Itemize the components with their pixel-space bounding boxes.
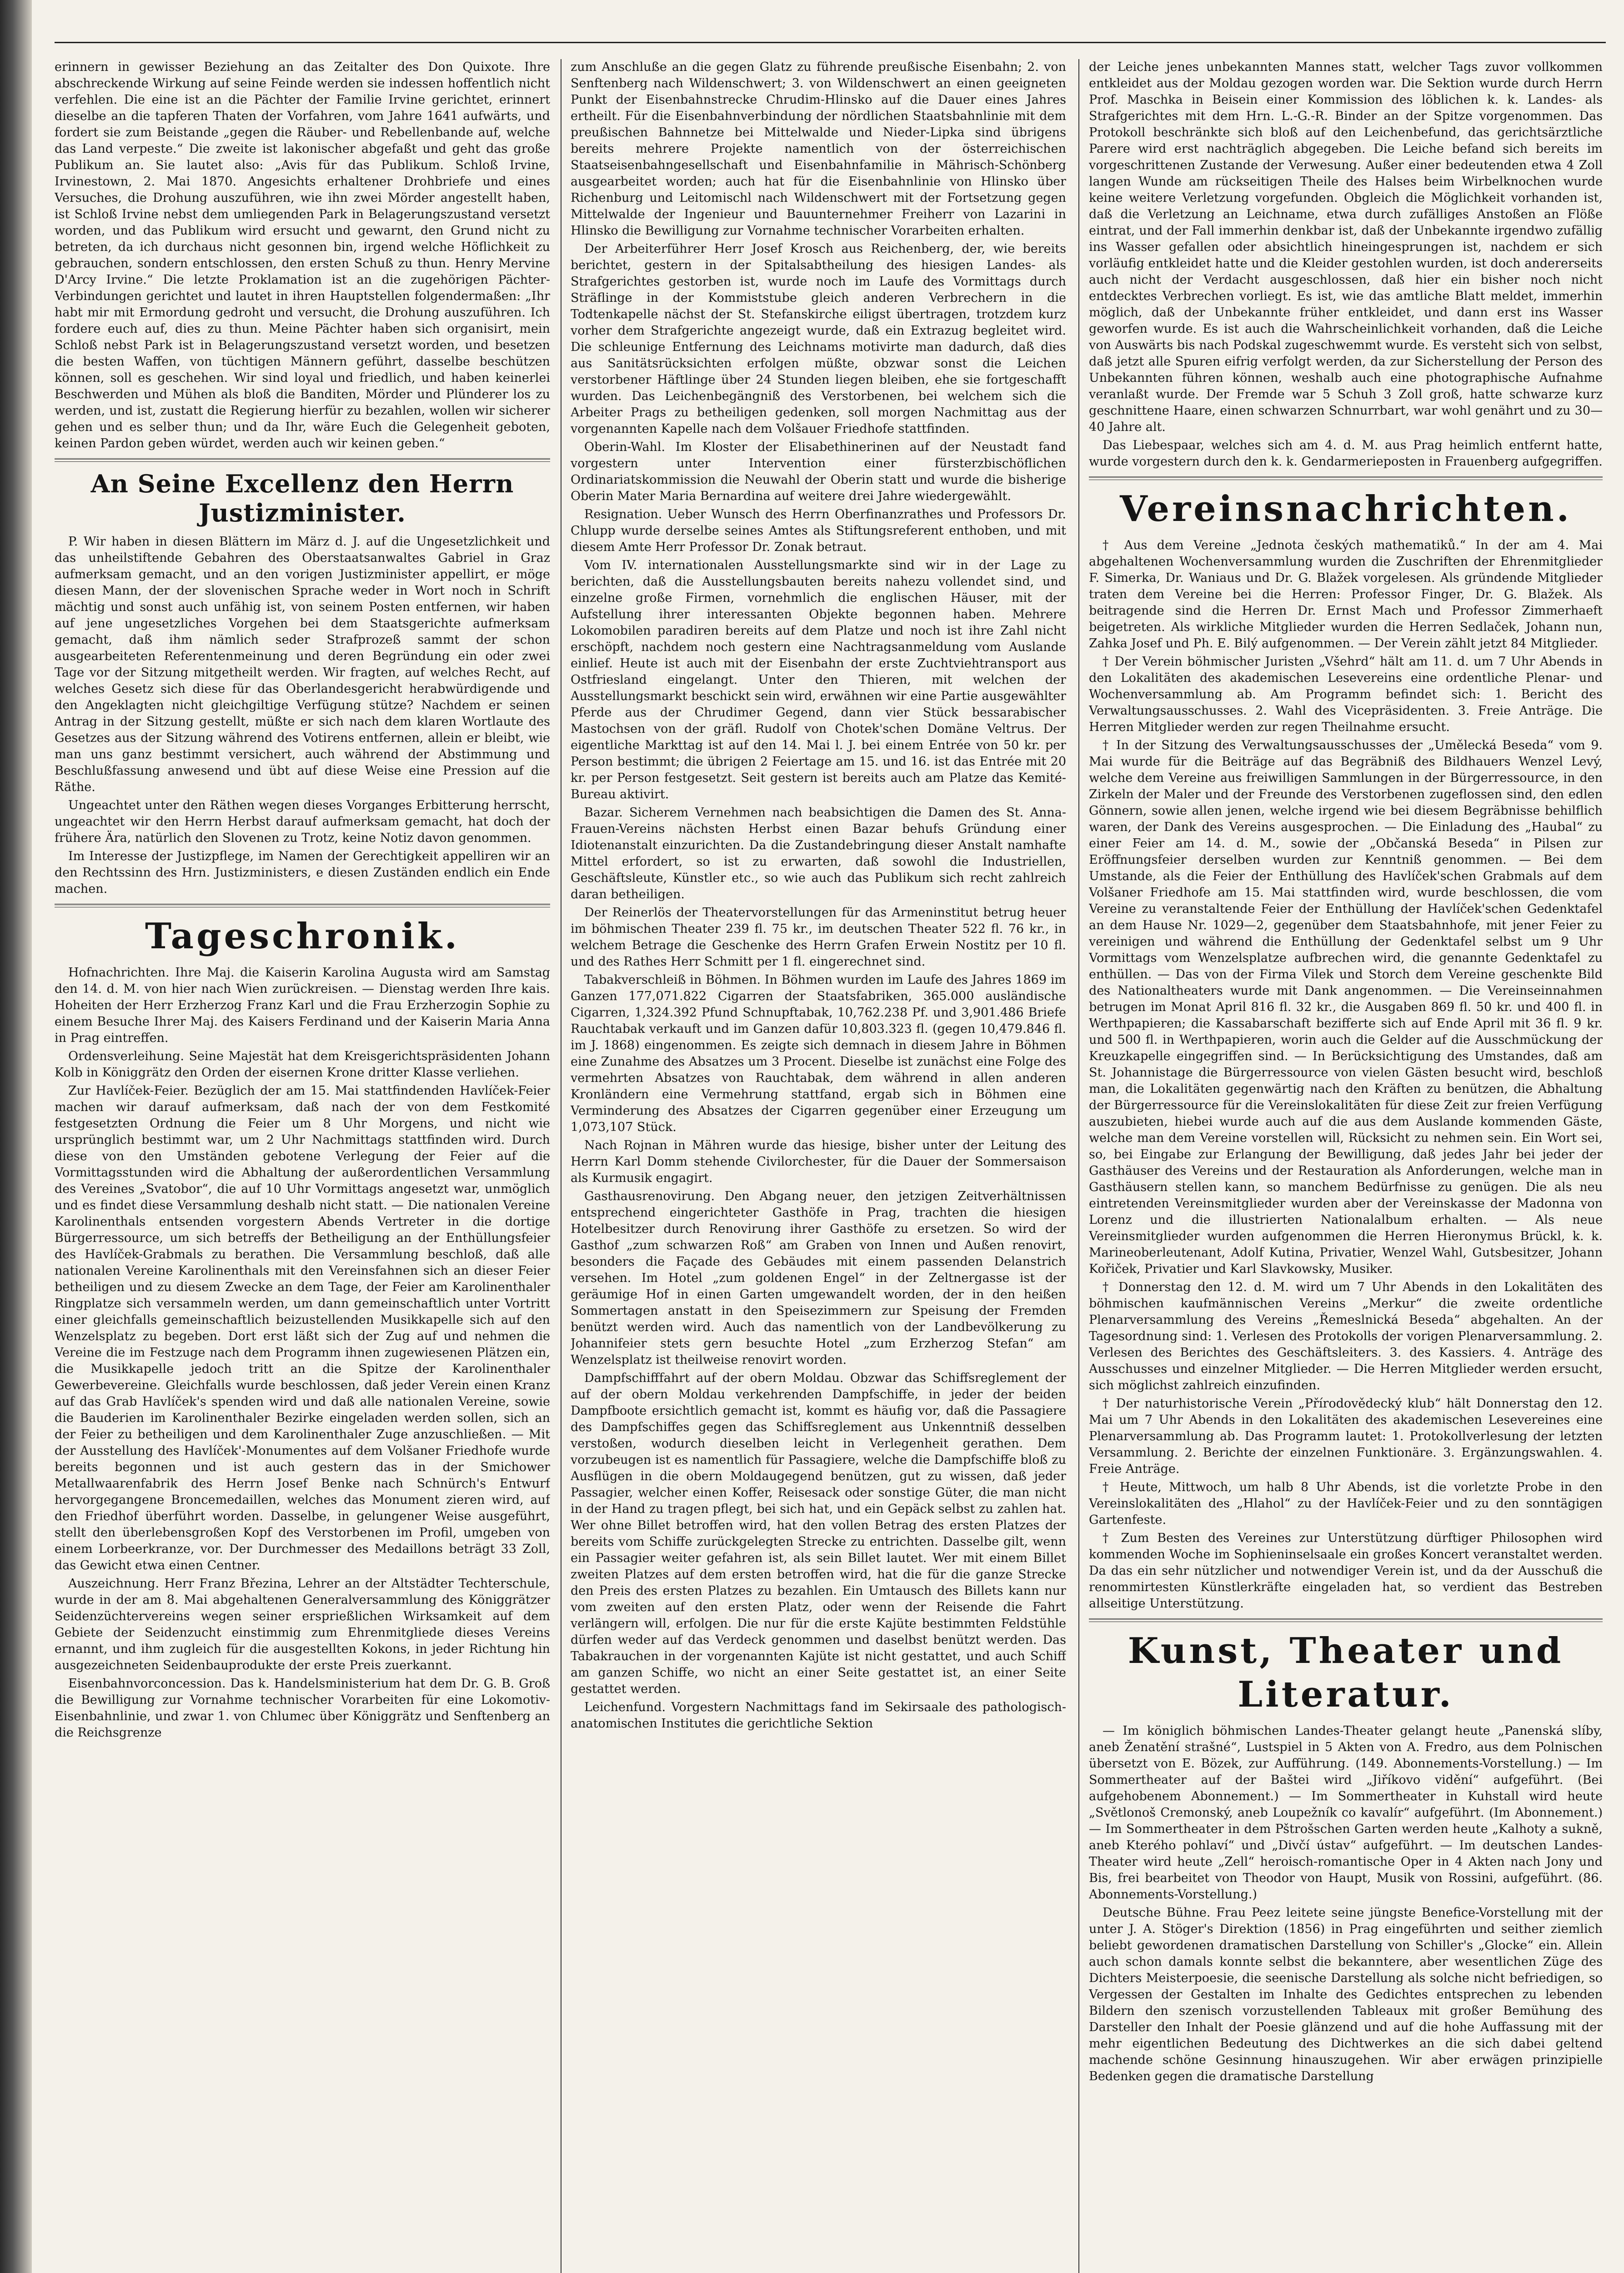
news-dampfschifffahrt: Dampfschifffahrt auf der obern Moldau. Obzwar das Schiffsreglement der auf der obern Moldau verkehrenden Dampfschiffe, in jeder der beiden Dampfboote ersichtlich gemacht ist, kommt es häufig vor, daß die Passagiere des Dampfschiffes gegen das Schiffsreglement aus Unkenntniß desselben verstoßen, wodurch dieselben leicht in Verlegenheit gerathen. Dem vorzubeugen ist es namentlich für Passagiere, welche die Dampfschiffe bloß zu Ausflügen in die obern Moldaugegend benützen, gut zu wissen, daß jeder Passagier, welcher einen Koffer, Reisesack oder sonstige Güter, die man nicht in der Hand zu tragen pflegt, bei sich hat, und ein Gepäck selbst zu zahlen hat. Wer ohne Billet betroffen wird, hat den vollen Betrag des ersten Platzes der bereits vom Schiffe zurückgelegten Strecke zu entrichten. Dasselbe gilt, wenn ein Passagier weiter gefahren ist, als sein Billet lautet. Wer mit einem Billet zweiten Platzes auf dem ersten betroffen wird, hat die für die ganze Strecke den Preis des ersten Platzes zu bezahlen. Ein Umtausch des Billets kann nur vom zweiten auf den ersten Platz, oder wenn der Reisende die Fahrt verlängern will, erfolgen. Die nur für die erste Kajüte bestimmten Feldstühle dürfen weder auf das Verdeck genommen und daselbst benützt werden. Das Tabakrauchen in der vorgenannten Kajüte ist nicht gestattet, und auch Schiff am ganzen Schiffe, wo nicht an einer Seite gestattet ist, an einer Seite gestattet werden.: [571, 1371, 1066, 1696]
news-ausstellungsmarkt: Vom IV. internationalen Ausstellungsmarkte sind wir in der Lage zu berichten, daß die Ausstellungsbauten bereits nahezu vollendet sind, und einzelne große Firmen, vornehmlich die englischen Häuser, mit der Aufstellung ihrer interessanten Objekte begonnen haben. Mehrere Lokomobilen paradiren bereits auf dem Platze und noch ist ihre Zahl nicht erschöpft, nachdem noch gestern eine Nachtragsanmeldung vom Auslande einlief. Heute ist auch mit der Eisenbahn der erste Zuchtviehtransport aus Ostfriesland eingelangt. Unter den Thieren, mit welchen der Ausstellungsmarkt beschickt sein wird, erwähnen wir eine Partie ausgewählter Pferde aus der Chrudimer Gegend, dann vier Stück bessarabischer Mastochsen von der gräfl. Rudolf von Chotek'schen Domäne Veltrus. Der eigentliche Markttag ist auf den 14. Mai l. J. bei einem Entrée von 50 kr. per Person bestimmt; die übrigen 2 Feiertage am 15. und 16. ist das Entrée mit 20 kr. per Person festgesetzt. Seit gestern ist bereits auch am Platze das Kemité-Bureau aktivirt.: [571, 558, 1066, 801]
verein-item-2: † Der Verein böhmischer Juristen „Všehrd“ hält am 11. d. um 7 Uhr Abends in den Lokalitäten des akademischen Lesevereins eine ordentliche Plenar- und Wochenversammlung ab. Am Programm befindet sich: 1. Bericht des Verwaltungsausschusses. 2. Wahl des Vicepräsidenten. 3. Freie Anträge. Die Herren Mitglieder werden zur regen Theilnahme ersucht.: [1089, 655, 1603, 734]
column-3: [1089, 59, 1603, 2273]
leichenfund-continuation: der Leiche jenes unbekannten Mannes statt, welcher Tags zuvor vollkommen entkleidet aus der Moldau gezogen worden war. Die Sektion wurde durch Herrn Prof. Maschka in Beisein einer Kommission des löblichen k. k. Landes- als Strafgerichtes mit dem Hrn. L.-G.-R. Binder an der Spitze vorgenommen. Das Protokoll beschränkte sich bloß auf den Leichenbefund, das gerichtsärztliche Parere wird erst nachträglich abgegeben. Die Leiche befand sich bereits im vorgeschrittenen Zustande der Verwesung. Außer einer bedeutenden etwa 4 Zoll langen Wunde am rückseitigen Theile des Halses beim Wirbelknochen wurde keine weitere Verletzung vorgefunden. Obgleich die Möglichkeit vorhanden ist, daß die Verletzung an Leichname, etwa durch zufälliges Anstoßen an Flöße eintrat, und der Fall immerhin denkbar ist, daß der Unbekannte irgendwo zufällig ins Wasser gefallen oder absichtlich hineingesprungen ist, nachdem er sich vorläufig entkleidet hatte und die Kleider gestohlen wurden, ist doch andererseits auch nicht der Verdacht ausgeschlossen, daß hier ein bisher noch nicht entdecktes Verbrechen vorliegt. Es ist, wie das amtliche Blatt meldet, immerhin möglich, daß der Unbekannte früher entkleidet, und dann erst ins Wasser geworfen wurde. Es ist auch die Wahrscheinlichkeit vorhanden, daß die Leiche von Auswärts bis nach Podskal zugeschwemmt wurde. Es versteht sich von selbst, daß jetzt alle Spuren eifrig verfolgt werden, da zur Sicherstellung der Person des Unbekannten führen können, weshalb auch eine photographische Aufnahme veranlaßt wurde. Der Fremde war 5 Schuh 3 Zoll groß, hatte schwarze kurz geschnittene Haare, einen schwarzen Schnurrbart, war wohl genährt und zu 30—40 Jahre alt.: [1089, 60, 1603, 434]
section-separator: [1089, 476, 1603, 480]
news-ordensverleihung: Ordensverleihung. Seine Majestät hat dem Kreisgerichtspräsidenten Johann Kolb in Königgrätz den Orden der eisernen Krone dritter Klasse verliehen.: [55, 1049, 550, 1080]
section-separator: [55, 904, 550, 907]
vereinsnachrichten-heading: Vereinsnachrichten.: [1120, 488, 1572, 530]
news-oberin-wahl: Oberin-Wahl. Im Kloster der Elisabethinerinen auf der Neustadt fand vorgestern unter Intervention einer fürsterzbischöflichen Ordinariatskommission die Neuwahl der Oberin statt und wurde die bisherige Oberin Mater Maria Bernardina auf weitere drei Jahre wiedergewählt.: [571, 440, 1066, 503]
news-gasthaus: Gasthausrenovirung. Den Abgang neuer, den jetzigen Zeitverhältnissen entsprechend eingerichteter Gasthöfe in Prag, trachten die hiesigen Hotelbesitzer durch Renovirung ihrer Gasthöfe zu ersetzen. So wird der Gasthof „zum schwarzen Roß“ am Graben von Innen und Außen renovirt, besonders die Façade des Gebäudes mit einem passenden Delanstrich versehen. Im Hotel „zum goldenen Engel“ in der Zeltnergasse ist der geräumige Hof in einen Garten umgewandelt worden, der in den heißen Sommertagen anstatt in den Speisezimmern zur Speisung der Fremden benützt werden wird. Auch das namentlich von der Landbevölkerung zu Johannifeier stets gern besuchte Hotel „zum Erzherzog Stefan“ am Wenzelsplatz ist theilweise renovirt worden.: [571, 1189, 1066, 1367]
justiz-paragraph-3: Im Interesse der Justizpflege, im Namen der Gerechtigkeit appelliren wir an den Rechtssinn des Hrn. Justizministers, e diesen Zuständen endlich ein Ende machen.: [55, 849, 550, 896]
news-hofnachrichten: Hofnachrichten. Ihre Maj. die Kaiserin Karolina Augusta wird am Samstag den 14. d. M. von hier nach Wien zurückreisen. — Dienstag werden Ihre kais. Hoheiten der Herr Erzherzog Franz Karl und die Frau Erzherzogin Sophie zu einem Besuche Ihrer Maj. des Kaisers Ferdinand und der Kaiserin Maria Anna in Prag eintreffen.: [55, 966, 550, 1045]
news-reinerlos: Der Reinerlös der Theatervorstellungen für das Armeninstitut betrug heuer im böhmischen Theater 239 fl. 75 kr., im deutschen Theater 522 fl. 76 kr., in welchem Betrage die Geschenke des Herrn Grafen Erwein Nostitz per 10 fl. und des Rathes Herr Schmitt per 1 fl. eingerechnet sind.: [571, 906, 1066, 969]
verein-item-5: † Der naturhistorische Verein „Přírodovědecký klub“ hält Donnerstag den 12. Mai um 7 Uhr Abends in den Lokalitäten des akademischen Lesevereines eine Plenarversammlung ab. Das Programm lautet: 1. Protokollverlesung der letzten Versammlung. 2. Berichte der einzelnen Funktionäre. 3. Ergänzungswahlen. 4. Freie Anträge.: [1089, 1397, 1603, 1476]
verein-item-7: † Zum Besten des Vereines zur Unterstützung dürftiger Philosophen wird kommenden Woche im Sophieninselsaale ein großes Koncert veranstaltet werden. Da das ein sehr nützlicher und notwendiger Verein ist, und da der Ausschuß die renommirtesten Künstlerkräfte eingeladen hat, so verdient das Bestreben allseitige Unterstützung.: [1089, 1531, 1603, 1611]
news-leichenfund: Leichenfund. Vorgestern Nachmittags fand im Sekirsaale des pathologisch-anatomischen Institutes die gerichtliche Sektion: [571, 1700, 1066, 1731]
verein-item-1: † Aus dem Vereine „Jednota českých mathematiků.“ In der am 4. Mai abgehaltenen Wochenversammlung wurden die Zuschriften der Ehrenmitglieder F. Simerka, Dr. Waniaus und Dr. G. Blažek vorgelesen. Als gründende Mitglieder traten dem Vereine bei die Herren: Professor Finger, Dr. G. Blažek. Als beitragende sind die Herren Dr. Ernst Mach und Professor Zimmerhaeft beigetreten. Als wirkliche Mitglieder wurden die Herren Sedlaček, Johann nun, Zahka Josef und Ph. E. Bilý aufgenommen. — Der Verein zählt jetzt 84 Mitglieder.: [1089, 538, 1603, 651]
verein-item-3: † In der Sitzung des Verwaltungsausschusses der „Umělecká Beseda“ vom 9. Mai wurde für die Beiträge auf das Begräbniß des Bildhauers Wenzel Levý, welche dem Vereine aus freiwilligen Sammlungen in der Bürgerressource, in den Zirkeln der Maler und der Freunde des Verstorbenen zugeflossen sind, den edlen Gönnern, sowie allen jenen, welche irgend wie bei diesem Begräbnisse behilflich waren, der Dank des Vereins ausgesprochen. — Die Einladung des „Haubal“ zu einer Feier am 14. d. M., sowie der „Občanská Beseda“ in Pilsen zur Eröffnungsfeier derselben wurden zur Kenntniß genommen. — Bei dem Umstande, als die Feier der Enthüllung des Havlíček'schen Grabmals auf dem Volšaner Friedhofe am 15. Mai stattfinden wird, wurde beschlossen, die vom Vereine zu veranstaltende Feier der Enthüllung der Havlíček'schen Gedenktafel an dem Hause Nr. 1029—2, gegenüber dem Staatsbahnhofe, mit jener Feier zu vereinigen und während die Enthüllung der Gedenktafel selbst um 9 Uhr Vormittags vom Wenzelsplatze aufbrechen wird, die genannte Gedenktafel zu enthüllen. — Das von der Firma Vilek und Storch dem Vereine geschenkte Bild des Nationaltheaters wurde mit Dank angenommen. — Die Vereinseinnahmen betrugen im Monat April 816 fl. 32 kr., die Ausgaben 869 fl. 50 kr. und 400 fl. in Werthpapieren; die Kassabarschaft bezifferte sich auf Ende April mit 36 fl. 9 kr. und 500 fl. in Werthpapieren, worin auch die Gelder auf die Ausschmückung der Kreuzkapelle eingegriffen sind. — In Berücksichtigung des Umstandes, daß am St. Johannistage die Bürgerressource von vielen Gästen besucht wird, beschloß man, die Lokalitäten gegenwärtig nach den Kräften zu benützen, die Abhaltung der Bürgerressource für die Vereinslokalitäten für diese Zeit zur freien Verfügung auszubieten, hiebei wurde auch auf die aus dem Auslande kommenden Gäste, welche man dem Vereine vorstellen will, Rücksicht zu nehmen sein. Ein Wort sei, so, bei Eingabe zur Erlangung der Bewilligung, daß jedes Jahr bei jeder der Gasthäuser des Vereins und der Restauration als Anforderungen, welche man in Gasthäusern stellen kann, so manchem Bedürfnisse zu genügen. Die als neu eintretenden Vereinsmitglieder wurden aber der Vereinskasse der Madonna von Lorenz und die illustrierten Nationalalbum erhalten. — Als neue Vereinsmitglieder wurden aufgenommen die Herren Hieronymus Brückl, k. k. Marineoberleutenant, Adolf Kutina, Privatier, Wenzel Wahl, Gutsbesitzer, Johann Kořiček, Privatier und Karl Slavkowsky, Musiker.: [1089, 738, 1603, 1276]
section-separator: [1089, 1618, 1603, 1622]
news-havlicek-feier: Zur Havlíček-Feier. Bezüglich der am 15. Mai stattfindenden Havlíček-Feier machen wir darauf aufmerksam, daß nach der von dem Festkomité festgesetzten Ordnung die Feier um 8 Uhr Morgens, und nicht wie ursprünglich bestimmt war, um 2 Uhr Nachmittags stattfinden wird. Durch diese von den Umständen gebotene Verlegung der Feier auf die Vormittagsstunden wird die Abhaltung der außerordentlichen Versammlung des Vereines „Svatobor“, die auf 10 Uhr Vormittags angesetzt war, unmöglich und es findet diese Versammlung deshalb nicht statt. — Die nationalen Vereine Karolinenthals entsenden vorgestern Abends Vertreter in die dortige Bürgerressource, um sich betreffs der Betheiligung an der Enthüllungsfeier des Havlíček-Grabmals zu berathen. Die Versammlung beschloß, daß alle nationalen Vereine Karolinenthals mit den Vereinsfahnen sich an dieser Feier betheiligen und zu diesem Zwecke an dem Tage, der Feier am Karolinenthaler Ringplatze sich versammeln werden, um dann gemeinschaftlich unter Vortritt einer gleichfalls gemeinschaftlich beizustellenden Musikkapelle sich auf den Wenzelsplatz zu begeben. Dort erst läßt sich der Zug auf und nehmen die Vereine die im Festzuge nach dem Programm ihnen zugewiesenen Plätzen ein, die Musikkapelle jedoch tritt an die Spitze der Karolinenthaler Gewerbevereine. Gleichfalls wurde beschlossen, daß jeder Verein einen Kranz auf das Grab Havlíček's spenden wird und daß alle nationalen Vereine, sowie die Bauderien im Karolinenthaler Bezirke eingeladen werden sollen, sich an der Feier zu betheiligen und dem Karolinenthaler Zuge anzuschließen. — Mit der Ausstellung des Havlíček'-Monumentes auf dem Volšaner Friedhofe wurde bereits begonnen und ist auch gestern das in der Smichower Metallwaarenfabrik des Herrn Josef Benke nach Schnürch's Entwurf hervorgegangene Broncemedaillen, welches das Monument zieren wird, auf den Friedhof überführt worden. Dasselbe, in gelungener Weise ausgeführt, stellt den überlebensgroßen Kopf des Verstorbenen im Profil, umgeben von einem Lorbeerkranze, vor. Der Durchmesser des Medaillons beträgt 33 Zoll, das Gewicht etwa einen Centner.: [55, 1084, 550, 1572]
section-separator: [55, 458, 550, 462]
kunst-item-deutsche-buehne: Deutsche Bühne. Frau Peez leitete seine jüngste Benefice-Vorstellung mit der unter J. A. Stöger's Direktion (1856) in Prag eingeführten und seither ziemlich beliebt gewordenen dramatischen Darstellung von Schiller's „Glocke“ ein. Allein auch schon damals konnte selbst die bekanntere, aber wesentlichen Züge des Dichters Meisterpoesie, die seenische Darstellung als solche nicht befriedigen, so Vergessen der Gestalten im Inhalte des Gedichtes entsprechen zu lebenden Bildern den szenisch vorzustellenden Tableaux mit großer Bemühung des Darsteller den Inhalt der Poesie glänzend und auf die hohe Auffassung mit der mehr eigentlichen Bedeutung des Dichtwerkes an die sich dabei geltend machende schöne Gesinnung hinauszugehen. Wir aber erwägen prinzipielle Bedenken gegen die dramatische Darstellung: [1089, 1906, 1603, 2083]
column-2: [571, 59, 1066, 2273]
verein-item-6: † Heute, Mittwoch, um halb 8 Uhr Abends, ist die vorletzte Probe in den Vereinslokalitäten des „Hlahol“ zu der Havlíček-Feier und zu den sonntägigen Gartenfeste.: [1089, 1480, 1603, 1527]
scan-edge: [0, 0, 32, 2273]
top-rule: [55, 42, 1606, 43]
news-krosch: Der Arbeiterführer Herr Josef Krosch aus Reichenberg, der, wie bereits berichtet, gestern in der Spitalsabtheilung des hiesigen Landes- als Strafgerichtes gestorben ist, wurde noch im Laufe des Vormittags durch Sträflinge in der Kommiststube gleich anderen Verbrechern in die Todtenkapelle nächst der St. Stefanskirche eiligst übertragen, trotzdem kurz vorher dem Strafgerichte angezeigt wurde, daß ein Extrazug begleitet wird. Die schleunige Entfernung des Leichnams motivirte man dadurch, daß dies aus Sanitätsrücksichten erfolgen müßte, obzwar sonst die Leichen verstorbener Häftlinge über 24 Stunden liegen bleiben, ehe sie fortgeschafft wurden. Das Leichenbegängniß des Verstorbenen, bei welchem sich die Arbeiter Prags zu betheiligen gedenken, soll morgen Nachmittag aus der vorgenannten Kapelle nach dem Volšauer Friedhofe stattfinden.: [571, 242, 1066, 436]
news-liebespaar: Das Liebespaar, welches sich am 4. d. M. aus Prag heimlich entfernt hatte, wurde vorgestern durch den k. k. Gendarmerieposten in Frauenberg aufgegriffen.: [1089, 438, 1603, 469]
eisenbahn-continuation: zum Anschluße an die gegen Glatz zu führende preußische Eisenbahn; 2. von Senftenberg nach Wildenschwert; 3. von Wildenschwert an einen geeigneten Punkt der Eisenbahnstrecke Chrudim-Hlinsko auf die Dauer eines Jahres ertheilt. Für die Eisenbahnverbindung der nördlichen Staatsbahnlinie mit dem preußischen Bahnnetze bei Mittelwalde und Nieder-Lipka sind übrigens bereits mehrere Projekte namentlich von der österreichischen Staatseisenbahngesellschaft und Eisenbahnfamilie in Mährisch-Schönberg ausgearbeitet worden; auch hat für die Eisenbahnlinie von Hlinsko über Richenburg und Leitomischl nach Wildenschwert mit der Fortsetzung gegen Mittelwalde der Ingenieur und Bauunternehmer Freiherr von Lazarini in Hlinsko die Bewilligung zur Vornahme technischer Vorarbeiten erhalten.: [571, 60, 1066, 238]
justiz-paragraph-2: Ungeachtet unter den Räthen wegen dieses Vorganges Erbitterung herrscht, ungeachtet wir den Herrn Herbst darauf aufmerksam gemacht, hat doch der frühere Ära, natürlich den Slovenen zu Trotz, keine Notiz davon genommen.: [55, 798, 550, 845]
kunst-heading: Kunst, Theater und Literatur.: [1128, 1630, 1564, 1715]
news-rojnan: Nach Rojnan in Mähren wurde das hiesige, bisher unter der Leitung des Herrn Karl Domm stehende Civilorchester, für die Dauer der Sommersaison als Kurmusik engagirt.: [571, 1138, 1066, 1185]
news-resignation: Resignation. Ueber Wunsch des Herrn Oberfinanzrathes und Professors Dr. Chlupp wurde derselbe seines Amtes als Stiftungsreferent enthoben, und mit diesem Amte Herr Professor Dr. Zonak betraut.: [571, 507, 1066, 554]
news-auszeichnung: Auszeichnung. Herr Franz Březina, Lehrer an der Altstädter Techterschule, wurde in der am 8. Mai abgehaltenen Generalversammlung des Königgrätzer Seidenzüchtervereins wegen seiner ersprießlichen Wirksamkeit auf dem Gebiete der Seidenzucht einstimmig zum Ehrenmitgliede dieses Vereins ernannt, und ihm zugleich für die ausgestellten Kokons, in jeder Richtung hin ausgezeichneten Seidenbauprodukte der erste Preis zuerkannt.: [55, 1577, 550, 1672]
news-tabak: Tabakverschleiß in Böhmen. In Böhmen wurden im Laufe des Jahres 1869 im Ganzen 177,071.822 Cigarren der Staatsfabriken, 365.000 ausländische Cigarren, 1,324.392 Pfund Schnupftabak, 10,762.238 Pf. und 3,901.486 Briefe Rauchtabak verkauft und im Ganzen dafür 10,803.323 fl. (gegen 10,479.846 fl. im J. 1868) eingenommen. Es zeigte sich demnach in diesem Jahre in Böhmen eine Zunahme des Absatzes um 3 Procent. Dieselbe ist zunächst eine Folge des vermehrten Absatzes von Rauchtabak, dem während in allen anderen Kronländern eine Vermehrung stattfand, ergab sich in Böhmen eine Verminderung des Absatzes der Cigarren gegenüber einer Erzeugung um 1,073,107 Stück.: [571, 973, 1066, 1134]
news-bazar: Bazar. Sicherem Vernehmen nach beabsichtigen die Damen des St. Anna-Frauen-Vereins nächsten Herbst einen Bazar behufs Gründung einer Idiotenanstalt einzurichten. Da die Zustandebringung dieser Anstalt namhafte Mittel erfordert, so ist zu erwarten, daß sowohl die Industriellen, Geschäftsleute, Künstler etc., so wie auch das Publikum sich recht zahlreich daran betheiligen.: [571, 806, 1066, 901]
justiz-paragraph-1: P. Wir haben in diesen Blättern im März d. J. auf die Ungesetzlichkeit und das unheilstiftende Gebahren des Oberstaatsanwaltes Gabriel in Graz aufmerksam gemacht, und an den vorigen Justizminister appellirt, er möge diesen Mann, der der slovenischen Sprache weder in Wort noch in Schrift mächtig und sonst auch unfähig ist, von seinem Posten entfernen, wir haben auf jene ungesetzliches Vorgehen bei dem Staatsgerichte aufmerksam gemacht, daß ihm nämlich seder Strafprozeß sammt der schon ausgearbeiteten Referentenmeinung und deren Begründung ein oder zwei Tage vor der Sitzung mitgetheilt werden. Wir fragten, auf welches Recht, auf welches Gesetz sich diese für das Oberlandesgericht herabwürdigende und den Angeklagten nicht gleichgiltige Verfügung stütze? Nachdem er seinen Antrag in der Sitzung gestellt, müßte er sich nach dem klaren Wortlaute des Gesetzes aus der Sitzung während des Votirens entfernen, allein er bleibt, wie man uns ganz bestimmt versichert, auch während der Abstimmung und Beschlußfassung anwesend und übt auf diese Weise eine Pression auf die Räthe.: [55, 535, 550, 794]
column-divider-2: [1078, 59, 1079, 2273]
tageschronik-heading: Tageschronik.: [145, 916, 460, 957]
column-1: [55, 59, 550, 2273]
kunst-item-theater: — Im königlich böhmischen Landes-Theater gelangt heute „Panenská slíby, aneb Ženatění strašné“, Lustspiel in 5 Akten von A. Fredro, aus dem Polnischen übersetzt von E. Bözek, zur Aufführung. (149. Abonnements-Vorstellung.) — Im Sommertheater auf der Baštei wird „Jiříkovo vidění“ aufgeführt. (Bei aufgehobenem Abonnement.) — Im Sommertheater in Kuhstall wird heute „Světlonoš Cremonský, aneb Loupežník co kavalír“ aufgeführt. (Im Abonnement.) — Im Sommertheater in dem Pštrošschen Garten werden heute „Kalhoty a sukně, aneb Kterého pohlaví“ und „Divčí ústav“ aufgeführt. — Im deutschen Landes-Theater wird heute „Zell“ heroisch-romantische Oper in 4 Akten nach Jony und Bis, frei bearbeitet von Theodor von Haupt, Musik von Rossini, aufgeführt. (86. Abonnements-Vorstellung.): [1089, 1724, 1603, 1902]
news-eisenbahn: Eisenbahnvorconcession. Das k. Handelsministerium hat dem Dr. G. B. Groß die Bewilligung zur Vornahme technischer Vorarbeiten für eine Lokomotiv-Eisenbahnlinie, und zwar 1. von Chlumec über Königgrätz und Senftenberg an die Reichsgrenze: [55, 1677, 550, 1740]
justiz-heading: An Seine Excellenz den Herrn Justizminister.: [90, 469, 514, 527]
irvine-article-text: erinnern in gewisser Beziehung an das Zeitalter des Don Quixote. Ihre abschreckende Wirkung auf seine Feinde werden sie indessen hoffentlich nicht verfehlen. Die eine ist an die Pächter der Familie Irvine gerichtet, erinnert dieselbe an die tapferen Thaten der Vorfahren, vom Jahre 1641 aufwärts, und fordert sie zum Beistande „gegen die Räuber- und Rebellenbande auf, welche das Land verpeste.“ Die zweite ist lakonischer abgefaßt und geht das große Publikum an. Sie lautet also: „Avis für das Publikum. Schloß Irvine, Irvinestown, 2. Mai 1870. Angesichts erhaltener Drohbriefe und eines Versuches, die Drohung auszuführen, wie ihn zwei Mörder angestellt haben, ist Schloß Irvine nebst dem umliegenden Park in Belagerungszustand versetzt worden, und das Publikum wird ersucht und gewarnt, den Grund nicht zu betreten, da ich durchaus nicht gesonnen bin, irgend welche Höflichkeit zu gebrauchen, sondern entschlossen, den ersten Schuß zu thun. Henry Mervine D'Arcy Irvine.“ Die letzte Proklamation ist an die zugehörigen Pächter-Verbindungen gerichtet und lautet in ihren Hauptstellen folgendermaßen: „Ihr habt mir mit Ermordung gedroht und versucht, die Drohung auszuführen. Ich fordere euch auf, dies zu thun. Meine Pächter haben sich organisirt, mein Schloß nebst Park ist in Belagerungszustand versetzt worden, und besetzen die besten Waffen, von tüchtigen Männern geführt, dasselbe beschützen können, soll es geschehen. Wir sind loyal und friedlich, und haben keinerlei Beschwerden und Mühen als bloß die Banditen, Mörder und Plünderer los zu werden, und ist, zustatt die Regierung hierfür zu bezahlen, wollen wir sicherer gehen und es selber thun; und da Ihr, wäre Euch die Gelegenheit geboten, keinen Pardon geben würdet, werden auch wir keinen geben.“: [55, 60, 550, 451]
verein-item-4: † Donnerstag den 12. d. M. wird um 7 Uhr Abends in den Lokalitäten des böhmischen kaufmännischen Vereins „Merkur“ die zweite ordentliche Plenarversammlung des Vereins „Řemeslnická Beseda“ abgehalten. An der Tagesordnung sind: 1. Verlesen des Protokolls der vorigen Plenarversammlung. 2. Verlesen des Berichtes des Geschäftsleiters. 3. des Kassiers. 4. Anträge des Ausschusses und einzelner Mitglieder. — Die Herren Mitglieder werden ersucht, sich möglichst zahlreich einzufinden.: [1089, 1280, 1603, 1392]
